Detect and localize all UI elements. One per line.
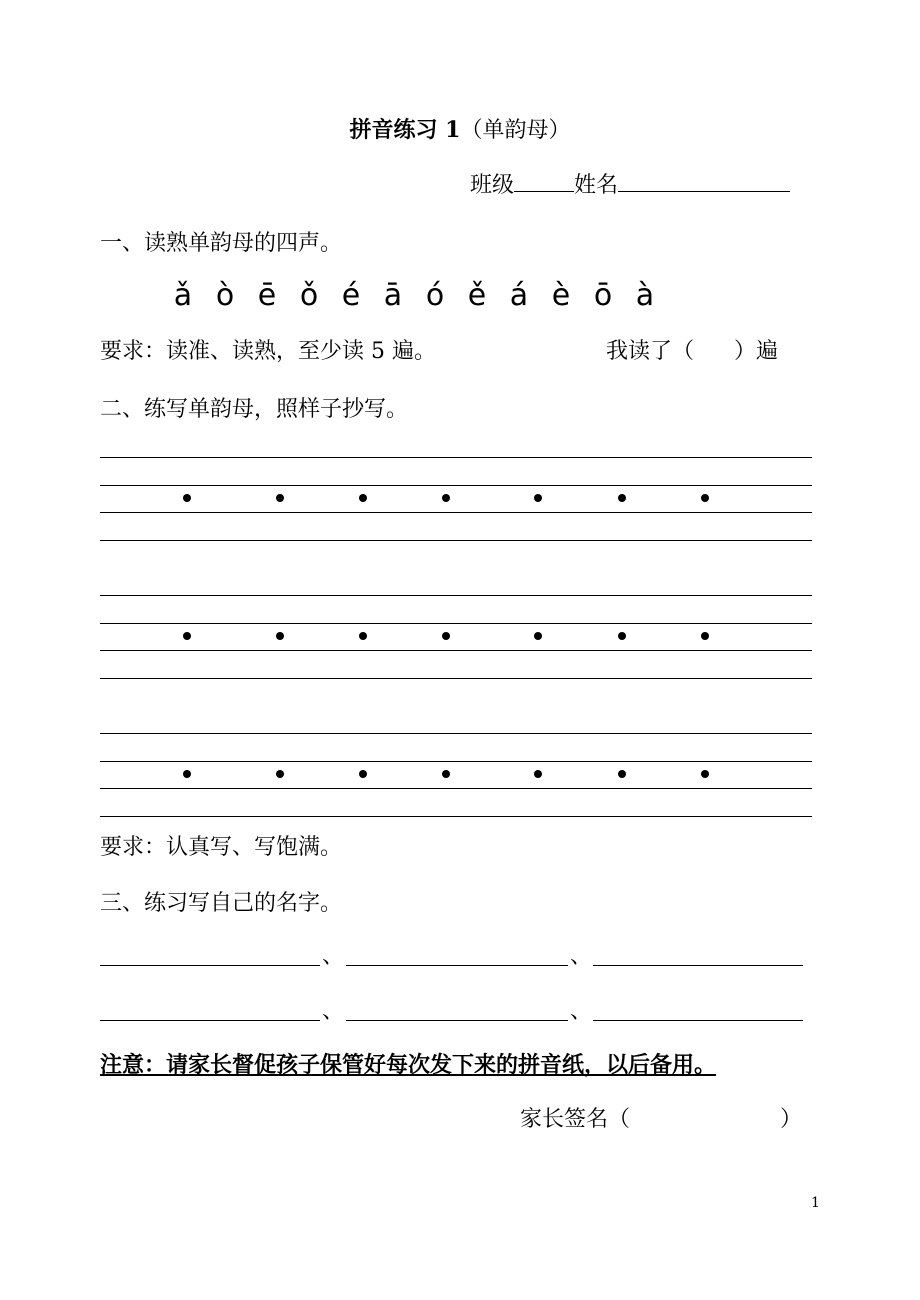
pinyin-4: é — [341, 278, 361, 313]
guide-dot — [359, 770, 367, 778]
name-separator: 、 — [322, 944, 345, 969]
class-label: 班级 — [470, 173, 515, 198]
signature-suffix: ） — [780, 1107, 803, 1132]
section2-heading: 二、练写单韵母，照样子抄写。 — [100, 397, 409, 422]
writing-line — [100, 512, 812, 513]
title-sub: （单韵母） — [460, 118, 571, 143]
guide-dot — [618, 770, 626, 778]
class-blank[interactable] — [514, 169, 574, 192]
guide-dot — [442, 494, 450, 502]
read-count-prefix: 我读了（ — [606, 339, 695, 364]
name-line[interactable] — [593, 965, 803, 966]
guide-dot — [701, 494, 709, 502]
pinyin-2: ē — [257, 278, 277, 313]
guide-dot — [701, 632, 709, 640]
writing-line — [100, 816, 812, 817]
writing-line — [100, 595, 812, 596]
pinyin-1: ò — [215, 278, 235, 313]
guide-dot — [701, 770, 709, 778]
page-title — [0, 113, 920, 144]
guide-dot — [359, 494, 367, 502]
section1-heading: 一、读熟单韵母的四声。 — [100, 231, 343, 256]
writing-line — [100, 485, 812, 486]
pinyin-row — [162, 278, 666, 313]
parent-signature — [520, 1102, 802, 1133]
writing-line — [100, 761, 812, 762]
name-line[interactable] — [346, 965, 568, 966]
name-line[interactable] — [100, 1020, 320, 1021]
guide-dot — [359, 632, 367, 640]
writing-line — [100, 733, 812, 734]
page-number: 1 — [811, 1195, 820, 1211]
pinyin-6: ó — [425, 278, 445, 313]
guide-dot — [618, 494, 626, 502]
name-separator: 、 — [570, 999, 593, 1024]
guide-dot — [618, 632, 626, 640]
guide-dot — [183, 494, 191, 502]
name-label: 姓名 — [574, 173, 619, 198]
guide-dot — [442, 770, 450, 778]
writing-line — [100, 650, 812, 651]
guide-dot — [442, 632, 450, 640]
guide-dot — [276, 632, 284, 640]
guide-dot — [183, 770, 191, 778]
pinyin-7: ě — [467, 278, 487, 313]
writing-line — [100, 788, 812, 789]
name-line[interactable] — [346, 1020, 568, 1021]
name-line[interactable] — [593, 1020, 803, 1021]
guide-dot — [276, 494, 284, 502]
guide-dot — [534, 494, 542, 502]
writing-line — [100, 623, 812, 624]
read-count-suffix: ）遍 — [734, 339, 779, 364]
pinyin-8: á — [509, 278, 529, 313]
pinyin-3: ǒ — [299, 278, 319, 313]
guide-dot — [534, 770, 542, 778]
section3-heading: 三、练习写自己的名字。 — [100, 891, 343, 916]
signature-prefix: 家长签名（ — [520, 1107, 631, 1132]
name-separator: 、 — [570, 944, 593, 969]
pinyin-11: à — [635, 278, 655, 313]
section2-requirement: 要求：认真写、写饱满。 — [100, 835, 343, 860]
name-line[interactable] — [100, 965, 320, 966]
guide-dot — [183, 632, 191, 640]
pinyin-0: ǎ — [173, 278, 193, 313]
writing-line — [100, 457, 812, 458]
name-separator: 、 — [322, 999, 345, 1024]
writing-line — [100, 678, 812, 679]
title-main: 拼音练习 1 — [349, 117, 461, 143]
class-name-fields — [470, 168, 790, 199]
reading-requirement: 要求：读准、读熟，至少读 5 遍。 — [100, 339, 436, 364]
read-count — [606, 334, 778, 365]
pinyin-5: ā — [383, 278, 403, 313]
writing-line — [100, 540, 812, 541]
guide-dot — [534, 632, 542, 640]
pinyin-10: ō — [593, 278, 613, 313]
pinyin-9: è — [551, 278, 571, 313]
name-blank[interactable] — [618, 169, 790, 192]
guide-dot — [276, 770, 284, 778]
notice: 注意：请家长督促孩子保管好每次发下来的拼音纸，以后备用。 — [100, 1052, 717, 1078]
